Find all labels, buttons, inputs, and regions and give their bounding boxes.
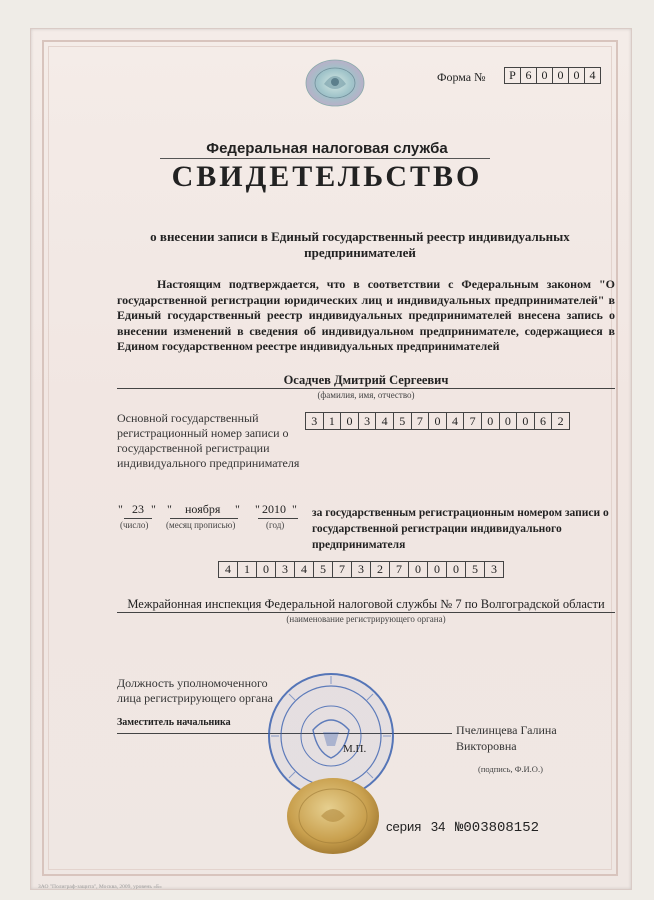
ogrn-digit: 4 — [375, 412, 394, 430]
form-number-cell: 0 — [536, 67, 553, 84]
official-position-label — [117, 676, 273, 706]
date-quote: " — [292, 502, 297, 516]
series-label: серия — [386, 819, 422, 834]
year-underline — [258, 518, 298, 519]
ogrn-digit: 0 — [499, 412, 518, 430]
document-subtitle — [110, 229, 610, 261]
signer-line: Викторовна — [456, 739, 517, 753]
grn-digit: 0 — [427, 561, 447, 578]
ogrn-digit: 1 — [323, 412, 342, 430]
date-quote: " — [167, 502, 172, 516]
grn-cells — [219, 561, 504, 578]
ogrn-digit: 0 — [481, 412, 500, 430]
ogrn-digit: 7 — [411, 412, 430, 430]
ogrn-digit: 3 — [358, 412, 377, 430]
grn-digit: 2 — [370, 561, 390, 578]
date-quote: " — [235, 502, 240, 516]
month-underline — [170, 518, 238, 519]
grn-digit: 5 — [313, 561, 333, 578]
date-month: ноября — [185, 502, 221, 516]
authority-caption: (наименование регистрирующего органа) — [286, 614, 446, 624]
ogrn-digit: 7 — [463, 412, 482, 430]
series-code: 34 — [430, 819, 446, 834]
subtitle-line: о внесении записи в Единый государственный реестр индивидуальных — [150, 229, 570, 244]
registration-number-text: за государственным регистрационным номером записи о государственной регистрации индивидуального предпринимателя — [312, 507, 609, 551]
document-title: СВИДЕТЕЛЬСТВО — [171, 160, 483, 193]
form-number-label: Форма № — [437, 70, 486, 84]
day-underline — [124, 518, 152, 519]
grn-digit: 7 — [332, 561, 352, 578]
form-number-cell: 6 — [520, 67, 537, 84]
date-day: 23 — [132, 502, 144, 516]
grn-digit: 3 — [484, 561, 504, 578]
year-caption: (год) — [266, 520, 285, 530]
date-quote: " — [118, 502, 123, 516]
ogrn-digit: 0 — [428, 412, 447, 430]
ogrn-cells — [306, 412, 570, 430]
signer-name — [456, 722, 557, 754]
form-number-cell: 0 — [568, 67, 585, 84]
grn-digit: 5 — [465, 561, 485, 578]
form-number-cell: Р — [504, 67, 521, 84]
grn-digit: 1 — [237, 561, 257, 578]
entrepreneur-name: Осадчев Дмитрий Сергеевич — [283, 373, 449, 387]
form-number-cell: 0 — [552, 67, 569, 84]
grn-digit: 3 — [351, 561, 371, 578]
series-number — [386, 819, 539, 836]
service-underline — [160, 158, 490, 159]
grn-digit: 0 — [256, 561, 276, 578]
ogrn-digit: 0 — [340, 412, 359, 430]
ogrn-digit: 3 — [305, 412, 324, 430]
name-underline — [117, 388, 615, 389]
ogrn-digit: 6 — [534, 412, 553, 430]
grn-digit: 4 — [218, 561, 238, 578]
grn-digit: 0 — [408, 561, 428, 578]
ogrn-digit: 0 — [516, 412, 535, 430]
grn-digit: 0 — [446, 561, 466, 578]
grn-digit: 7 — [389, 561, 409, 578]
official-title: Заместитель начальника — [117, 717, 231, 728]
subtitle-line: предпринимателей — [304, 245, 416, 260]
grn-digit: 3 — [275, 561, 295, 578]
name-caption: (фамилия, имя, отчество) — [317, 390, 415, 400]
gold-seal-icon — [285, 776, 381, 856]
date-year: 2010 — [262, 502, 286, 516]
issuing-service: Федеральная налоговая служба — [206, 140, 448, 157]
ogrn-digit: 5 — [393, 412, 412, 430]
signer-line: Пчелинцева Галина — [456, 723, 557, 737]
form-number-cells — [505, 67, 601, 84]
certificate-body-text: Настоящим подтверждается, что в соответствии с Федеральным законом "О государственной регистрации юридических лиц и индивидуальных предпринимателей" в Единый государственный реестр индивидуальных предпринимателей внесена запись о внесении изменений в сведения об индивидуальном предпринимателе, содержащиеся в Едином государственном реестре индивидуальных предпринимателей — [117, 277, 615, 353]
date-quote: " — [151, 502, 156, 516]
date-quote: " — [255, 502, 260, 516]
position-line: лица регистрирующего органа — [117, 691, 273, 705]
month-caption: (месяц прописью) — [166, 520, 236, 530]
serial-number: №003808152 — [454, 820, 539, 836]
ogrn-label: Основной государственный регистрационный номер записи о государственной регистрации индивидуального предпринимателя — [117, 411, 300, 470]
ogrn-digit: 2 — [551, 412, 570, 430]
printer-footer: ЗАО "Полиграф-защита", Москва, 2009, уровень «Б» — [38, 884, 162, 890]
hologram-emblem-icon — [304, 58, 366, 108]
ogrn-digit: 4 — [446, 412, 465, 430]
day-caption: (число) — [120, 520, 149, 530]
signature-caption: (подпись, Ф.И.О.) — [478, 764, 543, 774]
position-line: Должность уполномоченного — [117, 676, 268, 690]
grn-digit: 4 — [294, 561, 314, 578]
form-number-cell: 4 — [584, 67, 601, 84]
registering-authority: Межрайонная инспекция Федеральной налоговой службы № 7 по Волгоградской области — [127, 597, 605, 611]
seal-place-mark: М.П. — [343, 743, 367, 755]
authority-underline — [117, 612, 615, 613]
